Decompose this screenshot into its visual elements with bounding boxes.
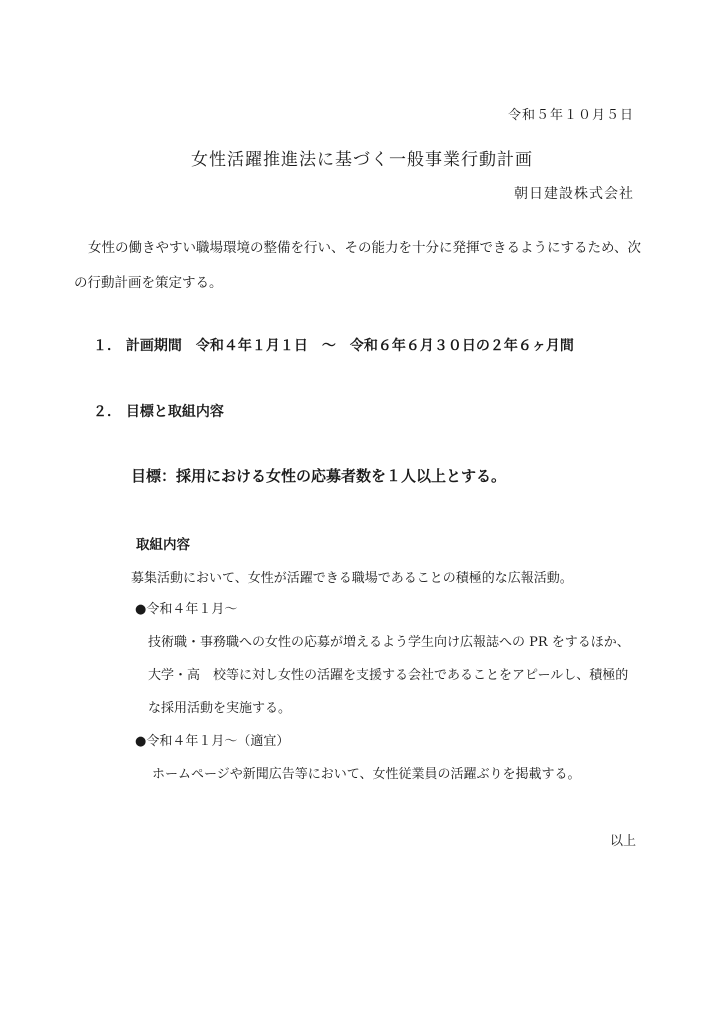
company-name: 朝日建設株式会社 [514,186,634,202]
actions-summary: 募集活動において、女性が活躍できる職場であることの積極的な広報活動。 [131,571,573,586]
bullet-1-label: ●令和４年１月～ [135,602,238,617]
document-date: 令和５年１０月５日 [507,108,634,123]
bullet-2-line: ホームページや新聞広告等において、女性従業員の活躍ぶりを掲載する。 [152,767,581,782]
document-title: 女性活躍推進法に基づく一般事業行動計画 [191,150,533,170]
bullet-2-label: ●令和４年１月～（適宜） [135,734,290,749]
bullet-1-line: な採用活動を実施する。 [148,701,292,716]
actions-heading: 取組内容 [136,537,190,553]
bullet-1-line: 技術職・事務職への女性の応募が増えるよう学生向け広報誌への PR をするほか、 [148,635,630,650]
closing-mark: 以上 [609,834,636,849]
section-goals-heading: ２． 目標と取組内容 [93,404,224,420]
intro-line-1: 女性の働きやすい職場環境の整備を行い、その能力を十分に発揮できるようにするため、次 [88,240,641,256]
section-plan-period: １． 計画期間 令和４年１月１日 ～ 令和６年６月３０日の２年６ヶ月間 [93,338,574,354]
goal-statement: 目標：採用における女性の応募者数を１人以上とする。 [131,467,507,485]
bullet-1-line: 大学・高 校等に対し女性の活躍を支援する会社であることをアピールし、積極的 [148,668,629,683]
intro-line-2: の行動計画を策定する。 [74,275,223,291]
